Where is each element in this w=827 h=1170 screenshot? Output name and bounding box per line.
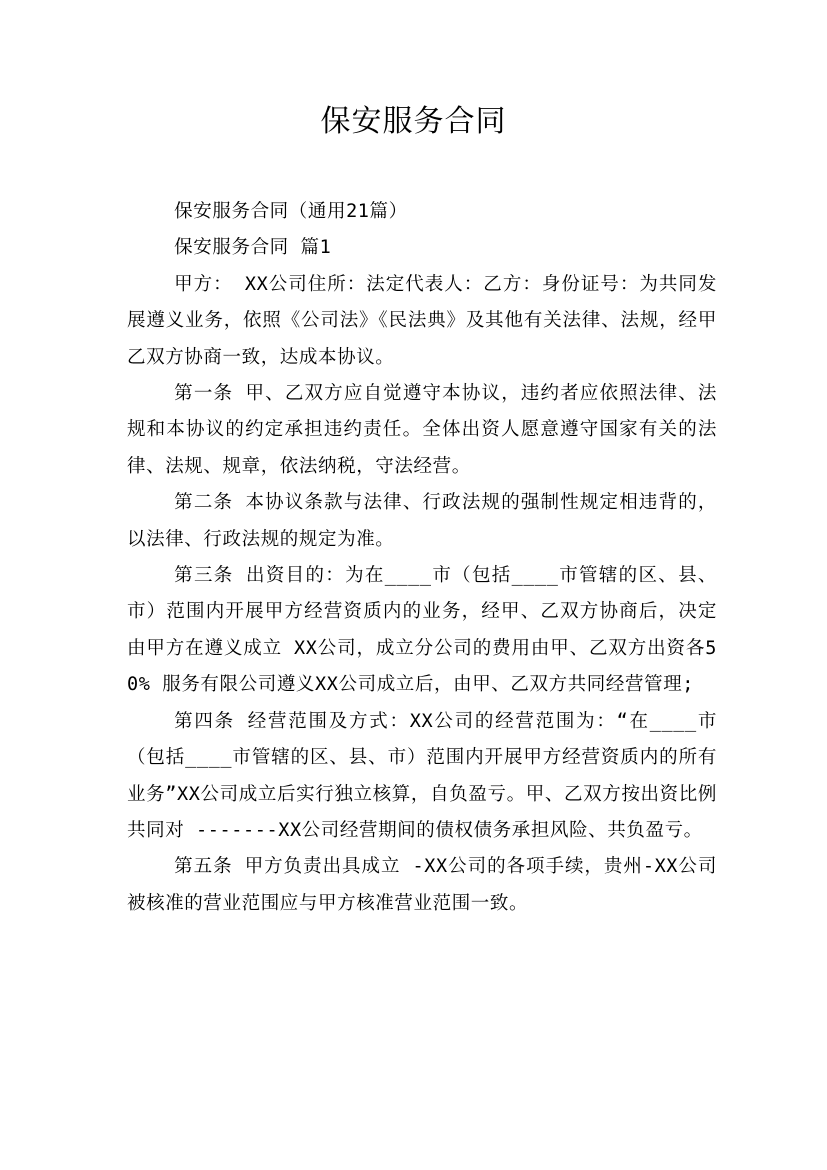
document-title: 保安服务合同 <box>320 104 507 139</box>
document-body <box>127 194 717 922</box>
paragraph-article-3: 第三条 出资目的：为在____市（包括____市管辖的区、县、市）范围内开展甲方经营资质内的业务，经甲、乙双方协商后，决定由甲方在遵义成立 XX公司，成立分公司的费用由甲、乙双方出资各50% 服务有限公司遵义XX公司成立后，由甲、乙双方共同经营管理; <box>127 565 717 696</box>
paragraph-parties: 甲方： XX公司住所：法定代表人：乙方：身份证号：为共同发展遵义业务，依照《公司法》《民法典》及其他有关法律、法规，经甲乙双方协商一致，达成本协议。 <box>127 273 717 368</box>
paragraph-subtitle: 保安服务合同（通用21篇） <box>174 201 408 222</box>
paragraph-article-2: 第二条 本协议条款与法律、行政法规的强制性规定相违背的，以法律、行政法规的规定为准。 <box>127 492 717 550</box>
paragraph-article-4: 第四条 经营范围及方式：XX公司的经营范围为：“在____市（包括____市管辖的区、县、市）范围内开展甲方经营资质内的所有业务”XX公司成立后实行独立核算，自负盈亏。甲、乙双方按出资比例共同对 -------XX公司经营期间的债权债务承担风险、共负盈亏。 <box>127 710 717 841</box>
paragraph-article-5: 第五条 甲方负责出具成立 -XX公司的各项手续，贵州-XX公司被核准的营业范围应与甲方核准营业范围一致。 <box>127 856 717 914</box>
paragraph-section-heading: 保安服务合同 篇1 <box>174 237 332 259</box>
paragraph-article-1: 第一条 甲、乙双方应自觉遵守本协议，违约者应依照法律、法规和本协议的约定承担违约责任。全体出资人愿意遵守国家有关的法律、法规、规章，依法纳税，守法经营。 <box>127 383 717 477</box>
